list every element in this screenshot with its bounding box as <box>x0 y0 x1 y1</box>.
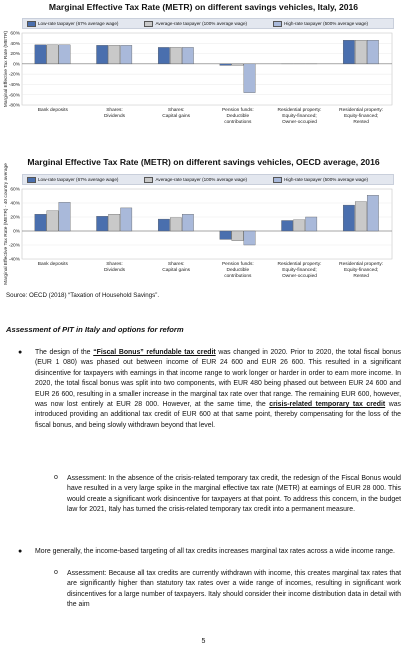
x-tick-label: Dividends <box>103 114 126 119</box>
x-tick-label: Residential property: <box>277 262 322 267</box>
x-tick-label: Equity-financed; <box>282 268 317 273</box>
x-tick-label: Shares: <box>167 262 185 267</box>
x-tick-label: Capital gains <box>162 114 191 119</box>
source-note: Source: OECD (2018) “Taxation of Household Savings”. <box>6 292 160 299</box>
x-tick-label: Rented <box>353 120 369 125</box>
bar <box>232 64 243 66</box>
bar <box>232 231 243 241</box>
bullet-fiscal-bonus: The design of the “Fiscal Bonus” refundable tax credit was changed in 2020. Prior to 2020, the total fiscal bonus (EUR 1 080) was phased out between income of EUR 24 600 and EUR 26 600. This resulted in a significant disincentive for taxpayers with earnings in that income range to work longer or harder in order to earn more income. In 2020, the total fiscal bonus was split into two components, with EUR 480 being phased out between EUR 24 600 and EUR 26 600, resulting in a smaller increase in the marginal tax rate over that range. The remaining EUR 600, however, was now lost entirely at EUR 28 000. However, at the same time, the crisis-related temporary tax credit was introduced providing an additional tax credit of EUR 600 at that same point, thereby compensating for the loss of the fiscal bonus, and being slowly withdrawn beyond that level. <box>35 349 401 429</box>
x-tick-label: Bank deposits <box>37 108 68 113</box>
assessment-tax-credits: Assessment: Because all tax credits are currently withdrawn with income, this creates marginal tax rates that are significantly higher than statutory tax rates over a wide range of incomes, resulting in significant work disincentives for a large number of taxpayers. Italy should consider their income distribution data in detail with the aim <box>67 570 401 609</box>
legend-item-low: Low-rate taxpayer (67% average wage) <box>27 177 118 183</box>
bar <box>121 45 132 64</box>
x-tick-label: Residential property: <box>339 262 384 267</box>
x-tick-label: Owner-occupied <box>282 120 317 125</box>
section-heading: Assessment of PIT in Italy and options for reform <box>6 325 184 334</box>
y-tick-label: -20% <box>8 72 20 78</box>
bar <box>355 202 366 231</box>
y-tick-label: 60% <box>10 187 20 193</box>
x-tick-label: Equity-financed; <box>343 114 379 119</box>
bar <box>367 40 378 64</box>
x-tick-label: Dividends <box>103 268 126 273</box>
bar <box>59 45 70 64</box>
plot-frame <box>22 33 392 105</box>
crisis-tax-credit-link[interactable]: crisis-related temporary tax credit <box>269 401 386 409</box>
bar <box>170 47 181 63</box>
x-tick-label: Pension funds: <box>221 108 254 113</box>
y-tick-label: -60% <box>8 93 20 99</box>
y-tick-label: -40% <box>8 257 20 263</box>
sub-bullet-marker: o <box>54 569 58 576</box>
y-tick-label: -40% <box>8 83 20 89</box>
legend-item-high: High-rate taxpayer (500% average wage) <box>273 21 368 27</box>
legend-item-average: Average-rate taxpayer (100% average wage) <box>144 177 247 183</box>
bar <box>182 47 193 63</box>
legend-item-low: Low-rate taxpayer (67% average wage) <box>27 21 118 27</box>
bar <box>170 218 181 231</box>
bar <box>282 221 293 232</box>
bullet-marker: ● <box>18 548 23 555</box>
chart1-plot <box>0 30 407 128</box>
bar <box>109 45 120 64</box>
y-tick-label: 20% <box>10 52 20 58</box>
x-tick-label: Equity-financed; <box>282 114 317 119</box>
bar <box>121 208 132 231</box>
bar <box>47 211 58 231</box>
chart2-title: Marginal Effective Tax Rate (METR) on different savings vehicles, OECD average, 2016 <box>27 157 380 167</box>
y-tick-label: 20% <box>10 215 20 221</box>
fiscal-bonus-link[interactable]: “Fiscal Bonus” refundable tax credit <box>93 349 216 356</box>
bar <box>35 214 46 231</box>
bar <box>220 64 231 66</box>
x-tick-label: contributions <box>224 274 252 279</box>
x-tick-label: Residential property: <box>339 108 384 113</box>
bar <box>343 40 354 64</box>
bar <box>220 231 231 239</box>
bar <box>59 202 70 231</box>
page-number: 5 <box>201 638 206 645</box>
bullet-marker: ● <box>18 349 23 356</box>
bullet-income-targeting: More generally, the income-based targeting of all tax credits increases marginal tax rates across a wide income range. <box>35 548 395 555</box>
bar <box>306 217 317 231</box>
y-tick-label: 0% <box>13 62 20 68</box>
y-tick-label: 0% <box>13 229 20 235</box>
x-tick-label: Deductible <box>226 114 250 119</box>
bar <box>47 45 58 64</box>
y-tick-label: 60% <box>10 31 20 37</box>
x-tick-label: Residential property: <box>277 108 322 113</box>
legend-item-high: High-rate taxpayer (500% average wage) <box>273 177 368 183</box>
bar <box>294 220 305 231</box>
bar <box>182 214 193 231</box>
x-tick-label: Rented <box>353 274 369 279</box>
assessment-fiscal-bonus: Assessment: In the absence of the crisis-related temporary tax credit, the redesign of the Fiscal Bonus would have resulted in a very large spike in the marginal effective tax rate (METR) at earnings of EUR 28 000. This would create a significant work disincentive for taxpayers at that point. To address this concern, in the budget law for 2021, Italy has turned the crisis-related temporary tax credit into a permanent measure. <box>67 475 401 514</box>
x-tick-label: Bank deposits <box>37 262 68 267</box>
y-axis-label: Marginal Effective Tax Rate (METR) - 40 country average <box>4 163 9 285</box>
bar <box>367 195 378 231</box>
x-tick-label: contributions <box>224 120 252 125</box>
bar <box>158 47 169 63</box>
x-tick-label: Capital gains <box>162 268 191 273</box>
bar <box>355 40 366 64</box>
y-tick-label: 40% <box>10 41 20 47</box>
bar <box>109 214 120 231</box>
bar <box>244 64 255 93</box>
chart1-title: Marginal Effective Tax Rate (METR) on different savings vehicles, Italy, 2016 <box>48 2 359 12</box>
bar <box>158 219 169 231</box>
y-axis-label: Marginal Effective Tax Rate (METR) <box>4 30 9 108</box>
sub-bullet-marker: o <box>54 474 58 481</box>
x-tick-label: Owner-occupied <box>282 274 317 279</box>
x-tick-label: Shares: <box>167 108 185 113</box>
y-tick-label: -20% <box>8 243 20 249</box>
legend-item-average: Average-rate taxpayer (100% average wage) <box>144 21 247 27</box>
bar <box>97 45 108 64</box>
chart1-legend <box>22 18 394 29</box>
bar <box>244 231 255 245</box>
y-tick-label: -80% <box>8 103 20 109</box>
bar <box>97 216 108 231</box>
bar <box>35 45 46 64</box>
x-tick-label: Shares: <box>106 262 123 267</box>
x-tick-label: Equity-financed; <box>343 268 379 273</box>
x-tick-label: Pension funds: <box>221 262 254 267</box>
chart2-legend <box>22 174 394 185</box>
x-tick-label: Deductible <box>226 268 250 273</box>
plot-frame <box>22 189 392 259</box>
x-tick-label: Shares: <box>106 108 123 113</box>
y-tick-label: 40% <box>10 201 20 207</box>
bar <box>343 205 354 231</box>
